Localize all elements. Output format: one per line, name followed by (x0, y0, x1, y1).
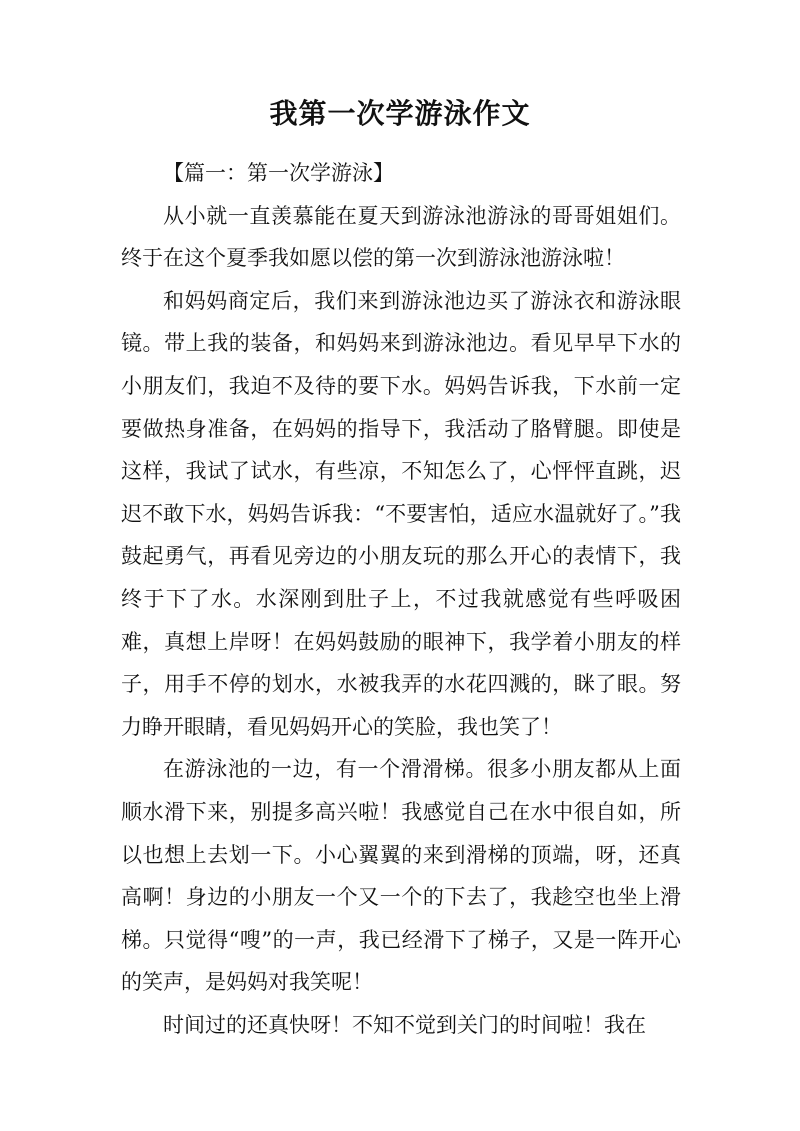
paragraph: 在游泳池的一边，有一个滑滑梯。很多小朋友都从上面顺水滑下来，别提多高兴啦！我感觉自己在水中很自如，所以也想上去划一下。小心翼翼的来到滑梯的顶端，呀，还真高啊！身边的小朋友一个又一个的下去了，我趁空也坐上滑梯。只觉得“嗖”的一声，我已经滑下了梯子，又是一阵开心的笑声，是妈妈对我笑呢！ (121, 757, 681, 995)
paragraph: 和妈妈商定后，我们来到游泳池边买了游泳衣和游泳眼镜。带上我的装备，和妈妈来到游泳池边。看见早早下水的小朋友们，我迫不及待的要下水。妈妈告诉我，下水前一定要做热身准备，在妈妈的指导下，我活动了胳臂腿。即使是这样，我试了试水，有些凉，不知怎么了，心怦怦直跳，迟迟不敢下水，妈妈告诉我：“不要害怕，适应水温就好了。”我鼓起勇气，再看见旁边的小朋友玩的那么开心的表情下，我终于下了水。水深刚到肚子上，不过我就感觉有些呼吸困难，真想上岸呀！在妈妈鼓励的眼神下，我学着小朋友的样子，用手不停的划水，水被我弄的水花四溅的，眯了眼。努力睁开眼睛，看见妈妈开心的笑脸，我也笑了！ (121, 288, 681, 739)
paragraph: 时间过的还真快呀！不知不觉到关门的时间啦！我在 (163, 1012, 646, 1037)
document-title: 我第一次学游泳作文 (269, 97, 531, 130)
section-heading: 【篇一：第一次学游泳】 (163, 161, 394, 185)
document-body (121, 152, 681, 1046)
paragraph: 从小就一直羡慕能在夏天到游泳池游泳的哥哥姐姐们。终于在这个夏季我如愿以偿的第一次到游泳池游泳啦！ (121, 203, 681, 271)
